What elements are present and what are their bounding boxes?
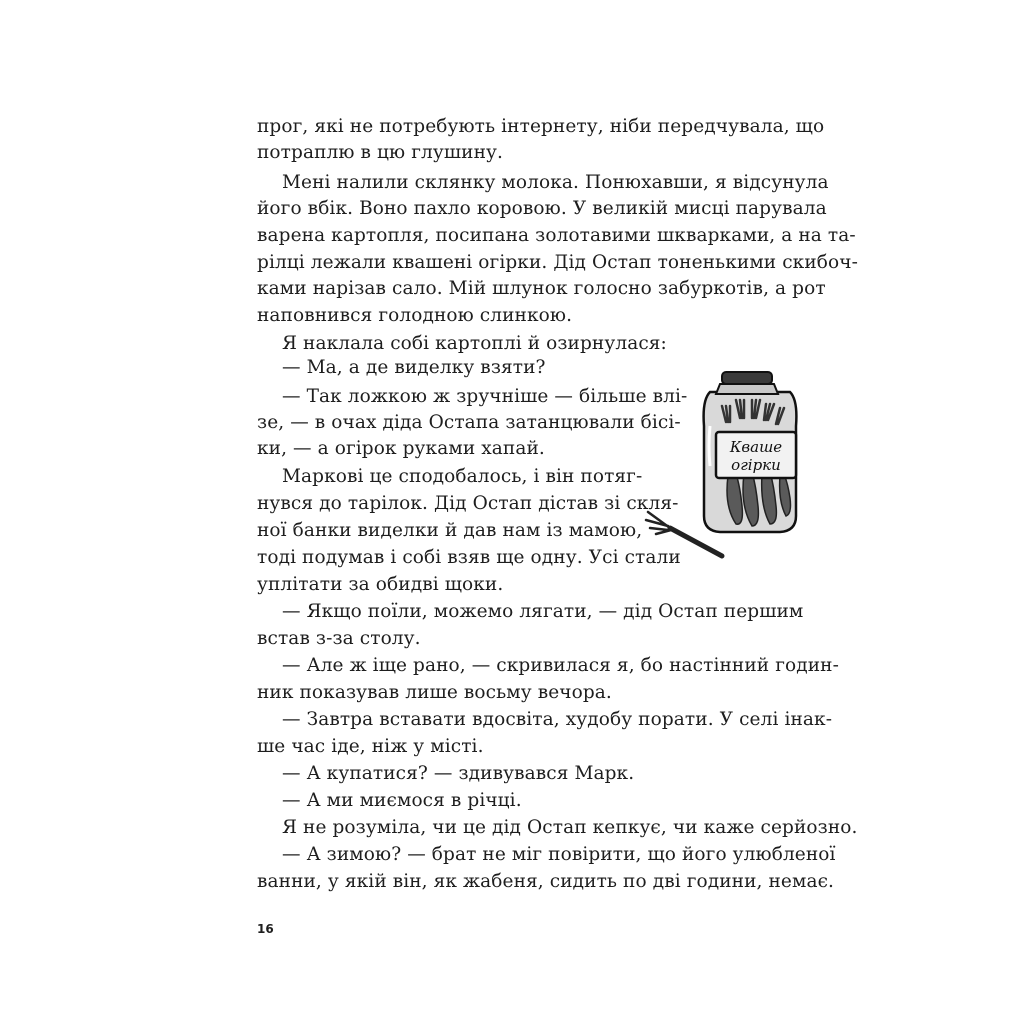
text-line: — Ма, а де виделку взяти?: [282, 357, 546, 378]
text-line: ної банки виделки й дав нам із мамою,: [257, 520, 643, 541]
text-line: Я наклала собі картоплі й озирнулася:: [282, 333, 667, 354]
text-line: — Завтра вставати вдосвіта, худобу порати. У селі інак-: [282, 709, 833, 730]
text-line: ше час іде, ніж у місті.: [257, 736, 484, 757]
text-line: — Так ложкою ж зручніше — більше влі-: [282, 386, 688, 407]
text-line: нувся до тарілок. Дід Остап дістав зі скля-: [257, 493, 679, 514]
text-line: ник показував лише восьму вечора.: [257, 682, 612, 703]
jar-label-line2: огірки: [731, 456, 781, 474]
text-line: — А купатися? — здивувався Марк.: [282, 763, 635, 784]
text-line: Я не розуміла, чи це дід Остап кепкує, чи каже серйозно.: [282, 817, 858, 838]
text-line: ками нарізав сало. Мій шлунок голосно забуркотів, а рот: [257, 278, 826, 299]
text-line: потраплю в цю глушину.: [257, 142, 503, 163]
page-number: 16: [257, 922, 274, 936]
text-line: встав з-за столу.: [257, 628, 421, 649]
text-line: уплітати за обидві щоки.: [257, 574, 504, 595]
text-line: Маркові це сподобалось, і він потяг-: [282, 466, 643, 487]
text-line: зе, — в очах діда Остапа затанцювали бісі-: [257, 412, 681, 433]
text-line: — А ми миємося в річці.: [282, 790, 522, 811]
text-line: тоді подумав і собі взяв ще одну. Усі стали: [257, 547, 681, 568]
text-line: — Якщо поїли, можемо лягати, — дід Остап першим: [282, 601, 804, 622]
text-line: ки, — а огірок руками хапай.: [257, 438, 545, 459]
text-line: рілці лежали квашені огірки. Дід Остап тоненькими скибоч-: [257, 252, 858, 273]
text-line: варена картопля, посипана золотавими шкварками, а на та-: [257, 225, 856, 246]
text-line: — Але ж іще рано, — скривилася я, бо настінний годин-: [282, 655, 839, 676]
text-line: Мені налили склянку молока. Понюхавши, я відсунула: [282, 172, 829, 193]
text-line: прог, які не потребують інтернету, ніби передчувала, що: [257, 116, 825, 137]
text-line: його вбік. Воно пахло коровою. У великій мисці парувала: [257, 198, 827, 219]
jar-label-line1: Кваше: [729, 438, 783, 456]
text-line: ванни, у якій він, як жабеня, сидить по дві години, немає.: [257, 871, 835, 892]
text-line: — А зимою? — брат не міг повірити, що його улюбленої: [282, 844, 836, 865]
text-line: наповнився голодною слинкою.: [257, 305, 573, 326]
pickle-jar-illustration: [640, 366, 810, 576]
